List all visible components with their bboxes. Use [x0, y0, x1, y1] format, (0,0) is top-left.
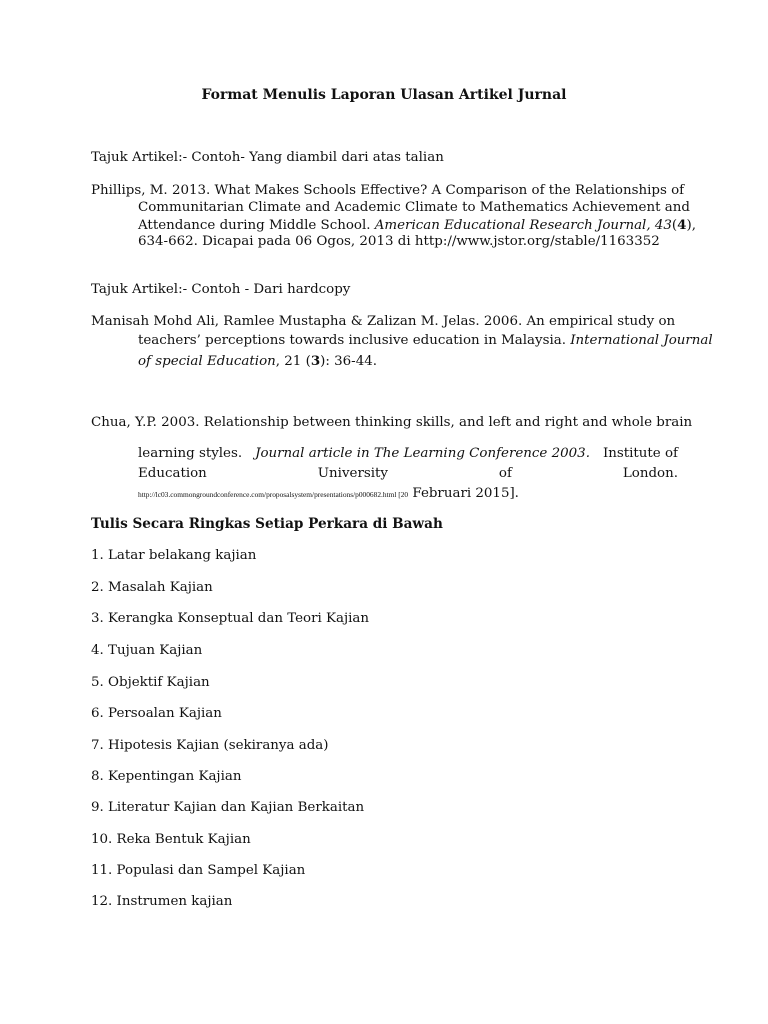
reference-word: London. [622, 466, 678, 481]
reference-word: of [498, 466, 512, 481]
issue-number: 3 [310, 353, 321, 369]
journal-name: of special Education [138, 354, 276, 369]
issue-number: 4 [677, 217, 687, 233]
list-item: 1. Latar belakang kajian [91, 548, 257, 563]
reference-text: , 21 ( [275, 354, 311, 369]
list-item: 11. Populasi dan Sampel Kajian [91, 863, 306, 878]
section-heading-hardcopy: Tajuk Artikel:- Contoh - Dari hardcopy [91, 282, 351, 297]
reference-line [138, 332, 713, 350]
reference-text: teachers’ perceptions towards inclusive education in Malaysia. [138, 333, 571, 348]
reference-line: Manisah Mohd Ali, Ramlee Mustapha & Zalizan M. Jelas. 2006. An empirical study on [91, 314, 676, 329]
reference-text: learning styles. [138, 446, 243, 461]
reference-line: 634-662. Dicapai pada 06 Ogos, 2013 di http://www.jstor.org/stable/1163352 [138, 234, 660, 249]
list-item: 5. Objektif Kajian [91, 675, 210, 690]
list-item: 3. Kerangka Konseptual dan Teori Kajian [91, 611, 370, 626]
journal-name: American Educational Research Journal, 43 [374, 218, 672, 233]
list-item: 2. Masalah Kajian [91, 580, 213, 595]
reference-text: Institute of [602, 446, 678, 461]
reference-text: Februari 2015]. [408, 486, 519, 501]
reference-word: University [317, 466, 388, 481]
list-item: 12. Instrumen kajian [91, 894, 233, 909]
reference-word: Education [138, 466, 207, 481]
list-item: 9. Literatur Kajian dan Kajian Berkaitan [91, 800, 365, 815]
list-item: 6. Persoalan Kajian [91, 706, 222, 721]
list-item: 7. Hipotesis Kajian (sekiranya ada) [91, 738, 329, 753]
reference-line [138, 485, 519, 504]
reference-text: ( [671, 218, 678, 233]
reference-url: http://lc03.commongroundconference.com/proposalsystem/presentations/p000682.html [20 [138, 490, 409, 499]
journal-name: International Journal [570, 333, 713, 348]
reference-text: Attendance during Middle School. [138, 218, 375, 233]
reference-text: ), [686, 218, 696, 233]
reference-line: Communitarian Climate and Academic Climate to Mathematics Achievement and [138, 200, 690, 215]
journal-name: Journal article in The Learning Conference 2003. [255, 446, 590, 461]
reference-text: ): 36-44. [320, 354, 377, 369]
list-item: 10. Reka Bentuk Kajian [91, 832, 251, 847]
list-item: 8. Kepentingan Kajian [91, 769, 242, 784]
summary-heading: Tulis Secara Ringkas Setiap Perkara di Bawah [91, 516, 443, 532]
list-item: 4. Tujuan Kajian [91, 643, 203, 658]
reference-line [138, 352, 377, 371]
reference-line: Phillips, M. 2013. What Makes Schools Effective? A Comparison of the Relationships of [91, 183, 685, 198]
document-title: Format Menulis Laporan Ulasan Artikel Jurnal [201, 87, 567, 103]
reference-line [138, 445, 678, 463]
reference-line [138, 465, 678, 483]
reference-line: Chua, Y.P. 2003. Relationship between thinking skills, and left and right and whole brain [91, 415, 693, 430]
section-heading-online: Tajuk Artikel:- Contoh- Yang diambil dari atas talian [91, 150, 444, 165]
